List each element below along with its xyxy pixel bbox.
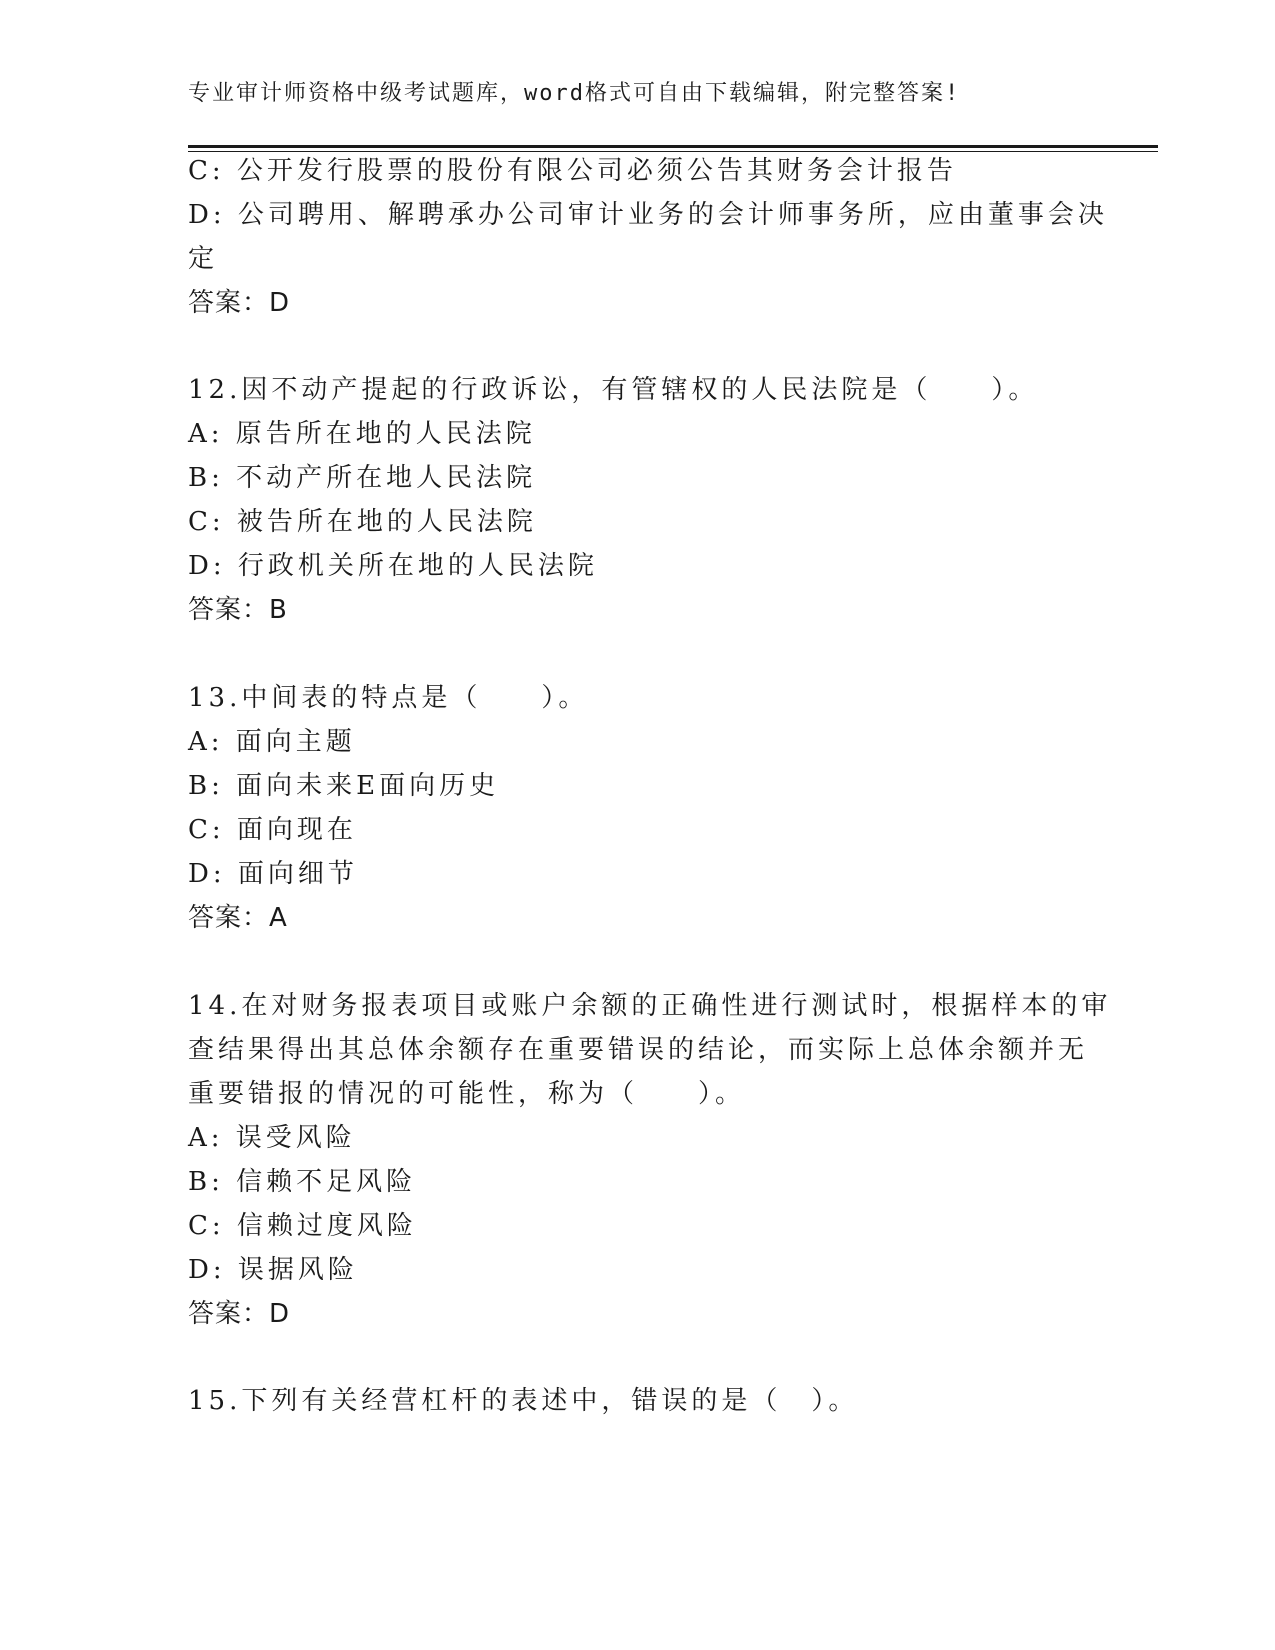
q11-answer: 答案：D bbox=[188, 288, 291, 318]
q14-answer: 答案：D bbox=[188, 1299, 291, 1329]
q15-stem: 15.下列有关经营杠杆的表述中，错误的是（ ）。 bbox=[188, 1386, 859, 1416]
q11-option-c: C: 公开发行股票的股份有限公司必须公告其财务会计报告 bbox=[188, 156, 957, 186]
q14-option-b: B: 信赖不足风险 bbox=[188, 1167, 417, 1197]
q14-stem-line2: 查结果得出其总体余额存在重要错误的结论，而实际上总体余额并无 bbox=[188, 1035, 1089, 1065]
q14-option-c: C: 信赖过度风险 bbox=[188, 1211, 417, 1241]
q13-option-b: B: 面向未来E面向历史 bbox=[188, 771, 500, 801]
q11-option-d-line1: D: 公司聘用、解聘承办公司审计业务的会计师事务所，应由董事会决 bbox=[188, 200, 1108, 230]
q12-answer: 答案：B bbox=[188, 595, 288, 625]
q13-option-a: A: 面向主题 bbox=[188, 727, 356, 757]
q14-option-a: A: 误受风险 bbox=[188, 1123, 356, 1153]
page-header: 专业审计师资格中级考试题库，word格式可自由下载编辑，附完整答案! bbox=[188, 81, 961, 106]
q13-answer: 答案：A bbox=[188, 903, 288, 933]
q14-option-d: D: 误据风险 bbox=[188, 1255, 358, 1285]
q12-stem: 12.因不动产提起的行政诉讼，有管辖权的人民法院是（ ）。 bbox=[188, 375, 1039, 405]
q13-stem: 13.中间表的特点是（ ）。 bbox=[188, 683, 589, 713]
q13-option-c: C: 面向现在 bbox=[188, 815, 357, 845]
q12-option-b: B: 不动产所在地人民法院 bbox=[188, 463, 537, 493]
q14-stem-line1: 14.在对财务报表项目或账户余额的正确性进行测试时，根据样本的审 bbox=[188, 991, 1112, 1021]
q12-option-d: D: 行政机关所在地的人民法院 bbox=[188, 551, 598, 581]
q12-option-c: C: 被告所在地的人民法院 bbox=[188, 507, 537, 537]
q12-option-a: A: 原告所在地的人民法院 bbox=[188, 419, 536, 449]
header-rule-thick bbox=[188, 145, 1158, 148]
q14-stem-line3: 重要错报的情况的可能性，称为（ ）。 bbox=[188, 1079, 746, 1109]
q11-option-d-line2: 定 bbox=[188, 244, 219, 274]
q13-option-d: D: 面向细节 bbox=[188, 859, 358, 889]
header-rule-thin bbox=[188, 151, 1158, 152]
